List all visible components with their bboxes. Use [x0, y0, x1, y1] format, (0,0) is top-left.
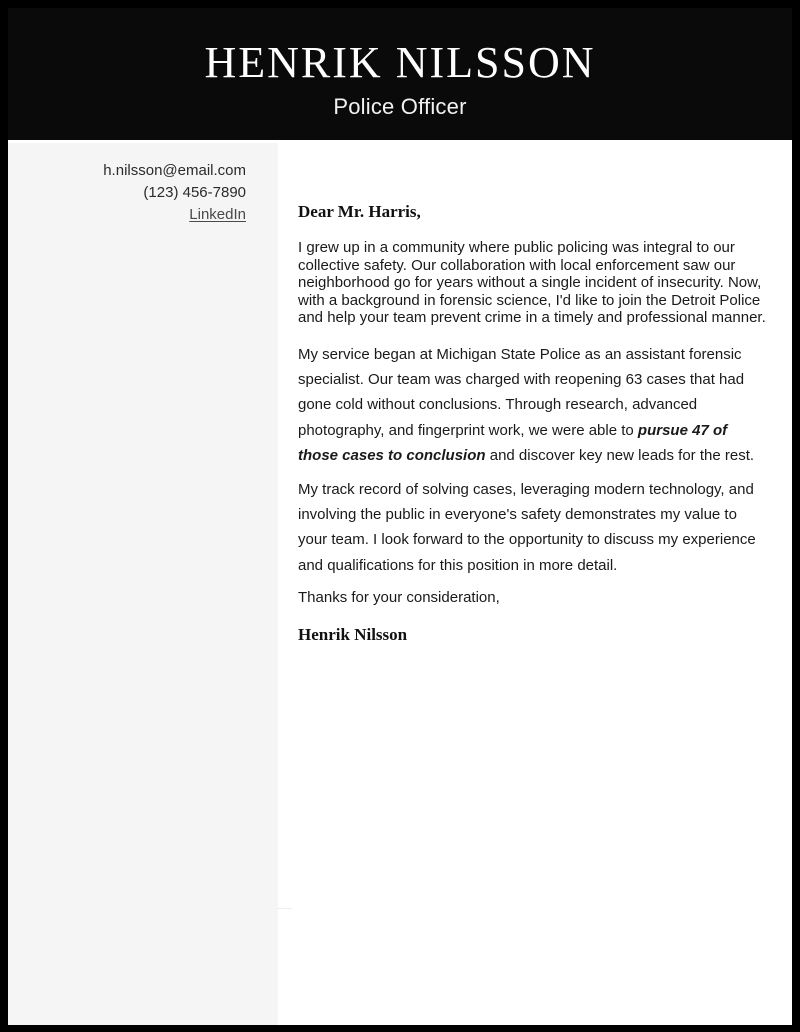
paragraph-2-text-after: and discover key new leads for the rest.: [485, 446, 755, 464]
letter-paragraph-3: My track record of solving cases, leveraging modern technology, and involving the public in everyone's safety demonstrates my value to your team. I look forward to the opportunity to discuss my experience and qualifications for this position in more detail.: [298, 480, 756, 574]
letter-paragraph-1: I grew up in a community where public policing was integral to our collective safety. Our collaboration with local enforcement saw our neighborhood go for years without a single incident of insecurity. Now, with a background in forensic science, I'd like to join the Detroit Police and help your team prevent crime in a timely and professional manner.: [298, 239, 766, 327]
contact-phone: (123) 456-7890: [143, 184, 246, 201]
contact-email: h.nilsson@email.com: [103, 162, 246, 179]
page-tick-mark: [278, 908, 292, 909]
letter-salutation: Dear Mr. Harris,: [298, 202, 421, 221]
letter-paragraph-2: [298, 342, 770, 468]
letter-header: [8, 8, 792, 140]
paragraph-2-text-before: My service began at Michigan State Police as an assistant forensic specialist. Our team was charged with reopening 63 cases that had gone cold without conclusions. Through research, advanced photography, and fingerprint work, we were able to: [298, 345, 745, 439]
contact-linkedin-row: [18, 204, 246, 226]
contact-sidebar: [8, 143, 278, 1025]
applicant-job-title: Police Officer: [333, 94, 467, 119]
letter-content: [278, 143, 792, 1025]
paragraph-2-emphasis: pursue 47 of those cases to conclusion: [298, 421, 728, 464]
cover-letter-sheet: [8, 8, 792, 1025]
applicant-name: HENRIK NILSSON: [204, 38, 596, 87]
letter-closing: Thanks for your consideration,: [298, 588, 500, 606]
letter-signature: Henrik Nilsson: [298, 624, 408, 644]
linkedin-link[interactable]: LinkedIn: [189, 206, 246, 223]
letter-body-area: [8, 140, 792, 1025]
